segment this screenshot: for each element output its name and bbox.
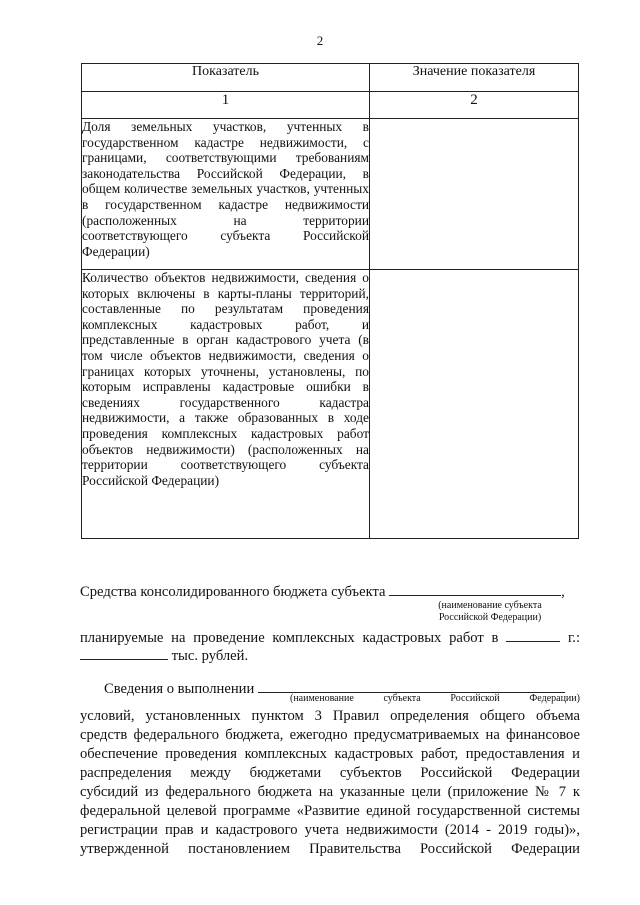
info-line: условий, установленных пунктом 3 Правил определения общего объема bbox=[80, 708, 580, 724]
table-header-row bbox=[82, 64, 579, 92]
table-row bbox=[82, 119, 579, 270]
indicators-table bbox=[81, 63, 579, 539]
info-line: утвержденной постановлением Правительства Российской Федерации bbox=[80, 841, 580, 857]
indicator-value-cell bbox=[370, 270, 579, 539]
caption-word: Федерации) bbox=[529, 693, 580, 704]
budget-line-3 bbox=[80, 645, 580, 666]
caption-word: Российской bbox=[450, 693, 500, 704]
info-line: регистрации прав и кадастрового учета недвижимости (2014 - 2019 годы)», bbox=[80, 822, 580, 838]
subject-name-caption bbox=[400, 600, 580, 624]
budget-line-1 bbox=[80, 581, 580, 602]
indicator-value-cell bbox=[370, 119, 579, 270]
table-row bbox=[82, 270, 579, 539]
info-line: субсидий из федерального бюджета на указанные цели (приложение № 7 к bbox=[80, 784, 580, 800]
budget-line-2-text: планируемые на проведение комплексных кадастровых работ в bbox=[80, 630, 499, 646]
table-number-row bbox=[82, 92, 579, 119]
budget-line-1-text: Средства консолидированного бюджета субъекта bbox=[80, 584, 386, 600]
year-suffix: г.: bbox=[567, 630, 581, 646]
caption-line-2: Российской Федерации) bbox=[438, 612, 542, 623]
info-line: обеспечение проведения комплексных кадастровых работ, предоставления и bbox=[80, 746, 580, 762]
header-value: Значение показателя bbox=[370, 64, 579, 92]
info-subject-blank bbox=[258, 678, 565, 693]
budget-line-1-comma: , bbox=[561, 584, 565, 600]
info-line: федеральной целевой программе «Развитие единой государственной системы bbox=[80, 803, 580, 819]
year-blank bbox=[506, 627, 560, 642]
caption-word: субъекта bbox=[383, 693, 421, 704]
amount-blank bbox=[80, 645, 168, 660]
column-number-2: 2 bbox=[370, 92, 579, 119]
caption-word: (наименование bbox=[290, 693, 354, 704]
info-line: распределения между бюджетами субъектов Российской Федерации bbox=[80, 765, 580, 781]
info-line: средств федерального бюджета, ежегодно предусматриваемых на финансовое bbox=[80, 727, 580, 743]
caption-line-1: (наименование субъекта bbox=[438, 600, 542, 611]
subject-name-blank bbox=[389, 581, 561, 596]
indicator-label: Количество объектов недвижимости, сведения о которых включены в карты-планы территорий, составленные по результатам проведения комплексных кадастровых работ, и представленные в орган кадастрового учета (в том числе объектов недвижимости, сведения о границах которых уточнены, установлены, по которым исправлены кадастровые ошибки в сведениях государственного кадастра недвижимости, а также образованных в ходе проведения комплексных кадастровых работ объектов недвижимости) (расположенных на территории соответствующего субъекта Российской Федерации) bbox=[82, 270, 370, 539]
indicator-label: Доля земельных участков, учтенных в государственном кадастре недвижимости, с границами, соответствующими требованиям законодательства Российской Федерации, в общем количестве земельных участков, учтенных в государственном кадастре недвижимости (расположенных на территории соответствующего субъекта Российской Федерации) bbox=[82, 119, 370, 270]
info-subject-caption bbox=[290, 693, 580, 705]
header-indicator: Показатель bbox=[82, 64, 370, 92]
budget-line-3-text: тыс. рублей. bbox=[171, 648, 249, 664]
column-number-1: 1 bbox=[82, 92, 370, 119]
info-lead-text: Сведения о выполнении bbox=[104, 681, 255, 697]
page-number: 2 bbox=[316, 33, 324, 48]
